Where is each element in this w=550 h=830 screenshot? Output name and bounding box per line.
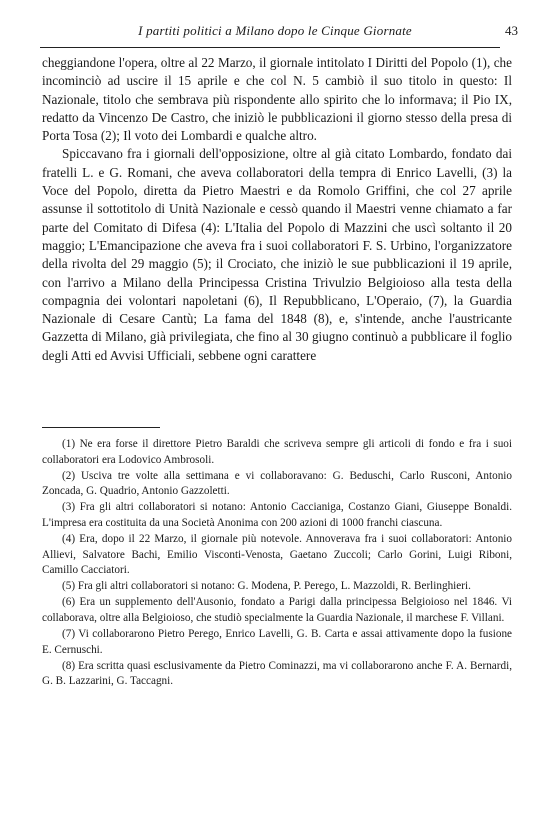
footnotes xyxy=(42,437,512,691)
footnote: (6) Era un supplemento dell'Ausonio, fondato a Parigi dalla principessa Belgioioso nel 1846. Vi collaborava, oltre alla Belgioioso, che studiò specialmente la Guardia Nazionale, il marchese F. Villani. xyxy=(42,596,512,625)
footnote: (1) Ne era forse il direttore Pietro Baraldi che scriveva sempre gli articoli di fondo e fra i suoi collaboratori era Lodovico Ambrosoli. xyxy=(42,438,512,466)
footnote: (8) Era scritta quasi esclusivamente da Pietro Cominazzi, ma vi collaborarono anche F. A. Bernardi, G. B. Lazzarini, G. Taccagni. xyxy=(42,659,512,688)
footnote: (3) Fra gli altri collaboratori si notano: Antonio Caccianiga, Costanzo Giani, Giuseppe Bonaldi. L'impresa era costituita da una Società Anonima con 200 azioni di 1000 franchi ciascuna. xyxy=(42,501,512,529)
body-paragraph: Spiccavano fra i giornali dell'opposizione, oltre al già citato Lombardo, fondato dai fratelli L. e G. Romani, che aveva collaboratori della tempra di Enrico Lavelli, (3) la Voce del Popolo, diretta da Pietro Maestri e da Romolo Griffini, che col 27 aprile assunse il sottotitolo di Unità Nazionale e cessò quando il Maestri venne chiamato a far parte del Comitato di Difesa (4): L'Italia del Popolo di Mazzini che uscì soltanto il 20 maggio; L'Emancipazione che aveva fra i suoi collaboratori F. S. Urbino, l'organizzatore della rivolta del 29 maggio (5); il Crociato, che iniziò le sue pubblicazioni il 19 aprile, con l'arrivo a Milano della Principessa Cristina Trivulzio Belgioioso alla testa della compagnia dei volontari napoletani (6), Il Repubblicano, L'Operaio, (7), la Guardia Nazionale di Cesare Cantù; La fama del 1848 (8), e, s'intende, anche l'austricante Gazzetta di Milano, già privilegiata, che fino al 30 giugno continuò a pubblicare il foglio degli Atti ed Avvisi Ufficiali, sebbene ogni carattere xyxy=(42,146,512,363)
header-rule xyxy=(40,47,500,48)
main-text xyxy=(42,54,512,365)
footnote: (2) Usciva tre volte alla settimana e vi collaboravano: G. Beduschi, Carlo Rusconi, Antonio Zoncada, G. Quadrio, Antonio Gazzoletti. xyxy=(42,469,512,498)
page-header xyxy=(30,20,520,42)
page-number: 43 xyxy=(505,23,518,38)
footnote: (5) Fra gli altri collaboratori si notano: G. Modena, P. Perego, L. Mazzoldi, R. Berlinghieri. xyxy=(62,580,471,593)
footnote: (4) Era, dopo il 22 Marzo, il giornale più notevole. Annoverava fra i suoi collaboratori: Antonio Allievi, Salvatore Bachi, Emilio Visconti-Venosta, Gaetano Zuccoli; Carlo Gorini, Luigi Riboni, Camillo Cacciatori. xyxy=(42,533,512,577)
body-paragraph: cheggiandone l'opera, oltre al 22 Marzo, il giornale intitolato I Diritti del Popolo (1), che incominciò ad uscire il 15 aprile e che col N. 5 cambiò il suo titolo in questo: Il Nazionale, titolo che sembrava più rispondente allo spirito che lo informava; il Pio IX, redatto da Vincenzo De Castro, che iniziò le pubblicazioni il giorno stesso della presa di Porta Tosa (2); Il voto dei Lombardi e qualche altro. xyxy=(42,55,512,144)
footnote-rule xyxy=(42,427,160,428)
footnote: (7) Vi collaborarono Pietro Perego, Enrico Lavelli, G. B. Carta e assai attivamente dopo la fusione E. Cernuschi. xyxy=(42,628,512,656)
running-title: I partiti politici a Milano dopo le Cinque Giornate xyxy=(138,23,412,38)
